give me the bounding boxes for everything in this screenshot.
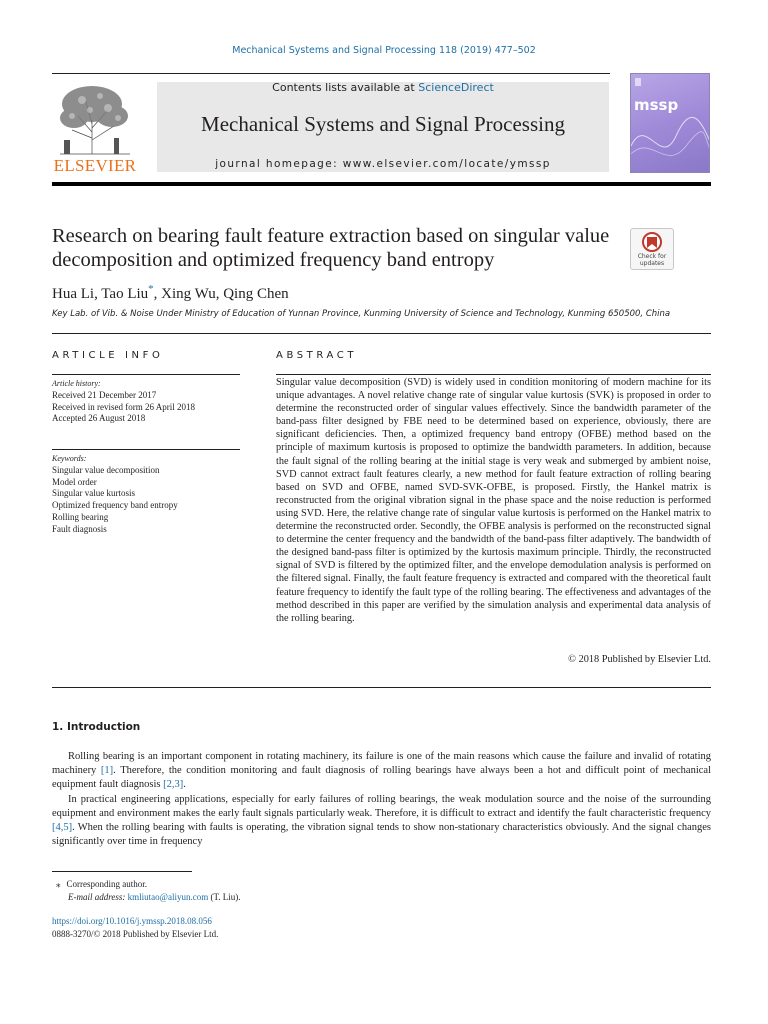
affiliation: Key Lab. of Vib. & Noise Under Ministry of Education of Yunnan Province, Kunming University of Science and Technology, Kunming 650500, China [52, 309, 671, 319]
introduction-body [52, 750, 711, 849]
citation-link[interactable]: [4,5] [52, 822, 73, 834]
citation-link[interactable]: [1] [100, 765, 114, 777]
introduction-heading: 1. Introduction [52, 721, 141, 733]
history-revised: Received in revised form 26 April 2018 [52, 401, 195, 412]
abstract-rule [276, 374, 711, 375]
abstract-body: Singular value decomposition (SVD) is widely used in condition monitoring of modern machine for its unique advantages. A novel relative change rate of singular value kurtosis (SVK) is proposed in order to determine the reconstructed order of singular values effectively. Since the bandwidth parameter of the band-pass filter designed by FBE need to be determined based on experience, obviously, there are significant deficiencies. Then, a optimized frequency band entropy (OFBE) method based on the principle of maximum kurtosis is proposed to optimize the bandwidth parameters. In addition, because the fault signal of the rolling bearing at the initial stage is very weak and submerged by ambient noise, SVD cannot extract fault features clearly, a new method for fault feature extraction of rolling bearing based on SVD and OFBE, named SVD-SVK-OFBE, is proposed. Firstly, the Hankel matrix is reconstructed from the original vibration signal in the phase space and the noise reduction is performed using SVD. Here, the relative change rate of singular value kurtosis is performed on the Hankel matrix to determine the reconstructed order. Secondly, the OFBE analysis is performed on the reconstructed signal to determine the center frequency and the bandwidth of the band-pass filter adaptively. The bandwidth of the designed band-pass filter is optimized by the kurtosis maximum principle. Thirdly, the reconstructed signal of SVD is filtered by the optimized filter, and the envelope demodulation analysis is performed on the filtered signal. Finally, the fault feature frequency is extracted and compared with the theoretical fault feature frequency to identify the fault type of the rolling bearing. The effectiveness and advantages of the method described in this paper are verified by the simulation analysis and experimental data analysis of the rolling bearing. [276, 377, 711, 624]
journal-homepage[interactable]: journal homepage: www.elsevier.com/locate/ymssp [215, 158, 551, 170]
journal-reference[interactable]: Mechanical Systems and Signal Processing 118 (2019) 477–502 [232, 45, 536, 56]
keyword-item: Fault diagnosis [52, 523, 107, 534]
elsevier-wordmark: ELSEVIER [53, 156, 137, 175]
crossmark-label: Check for updates [637, 253, 667, 267]
citation-link[interactable]: [2,3] [163, 779, 184, 791]
masthead-bottom-rule [52, 182, 711, 186]
journal-cover-thumbnail[interactable] [630, 73, 710, 173]
sciencedirect-link[interactable]: ScienceDirect [418, 81, 494, 94]
section-rule [52, 333, 711, 334]
contents-prefix: Contents lists available at [272, 81, 419, 94]
author-list [52, 283, 289, 303]
article-info-heading: ARTICLE INFO [52, 350, 164, 361]
keyword-item: Optimized frequency band entropy [52, 500, 178, 511]
journal-name: Mechanical Systems and Signal Processing [201, 112, 565, 136]
footnote-rule [52, 871, 192, 872]
article-history [52, 378, 195, 425]
cover-wave-icon [631, 74, 710, 173]
keywords-label: Keywords: [52, 454, 87, 463]
crossmark-icon [631, 229, 673, 253]
intro-paragraph: Rolling bearing is an important component in rotating machinery, its failure is one of the main reasons which cause the failure and invalid of rotating machinery [1]. Therefore, the condition monitoring and fault diagnosis of rolling bearings have always been a hot and difficult point of mechanical equipment fault diagnosis [2,3]. [52, 751, 711, 791]
check-for-updates-button[interactable] [630, 228, 674, 270]
intro-paragraph: In practical engineering applications, especially for early failures of rolling bearings, the weak modulation source and the noise of the surrounding equipment and environment makes the early fault signals particularly weak. Therefore, it is difficult to extract and identify the fault characteristic frequency [4,5]. When the rolling bearing with faults is operating, the vibration signal tends to show non-stationary characteristics obviously. And the signal changes significantly over time in frequency [52, 793, 711, 848]
authors-first: Hua Li, Tao Liu [52, 286, 149, 302]
abstract-heading: ABSTRACT [276, 350, 358, 361]
authors-rest: , Xing Wu, Qing Chen [153, 286, 289, 302]
corresponding-author-note: ⁎ Corresponding author. [56, 879, 147, 889]
article-info-rule [52, 374, 240, 375]
masthead-top-rule [52, 73, 610, 74]
issn-line: 0888-3270/© 2018 Published by Elsevier Ltd. [52, 928, 219, 939]
paper-title: Research on bearing fault feature extraction based on singular value decomposition and optimized frequency band entropy [52, 225, 610, 271]
corresponding-author-marker[interactable]: * [148, 283, 154, 295]
keyword-item: Model order [52, 476, 97, 487]
history-received: Received 21 December 2017 [52, 389, 157, 400]
history-accepted: Accepted 26 August 2018 [52, 413, 146, 424]
cover-title: mssp [634, 96, 679, 114]
section-rule [52, 687, 711, 688]
footnote [56, 878, 241, 903]
keywords-rule [52, 449, 240, 450]
contents-available-line [157, 81, 609, 94]
keyword-item: Singular value decomposition [52, 464, 160, 475]
doi-block [52, 915, 218, 940]
doi-link[interactable]: https://doi.org/10.1016/j.ymssp.2018.08.056 [52, 916, 212, 926]
keyword-item: Rolling bearing [52, 511, 109, 522]
keywords [52, 453, 178, 536]
author-email-link[interactable]: kmliutao@aliyun.com [127, 891, 209, 902]
email-note: E-mail address: kmliutao@aliyun.com (T. Liu). [68, 891, 241, 902]
abstract-copyright: © 2018 Published by Elsevier Ltd. [568, 654, 711, 665]
history-label: Article history: [52, 379, 101, 388]
keyword-item: Singular value kurtosis [52, 488, 135, 499]
